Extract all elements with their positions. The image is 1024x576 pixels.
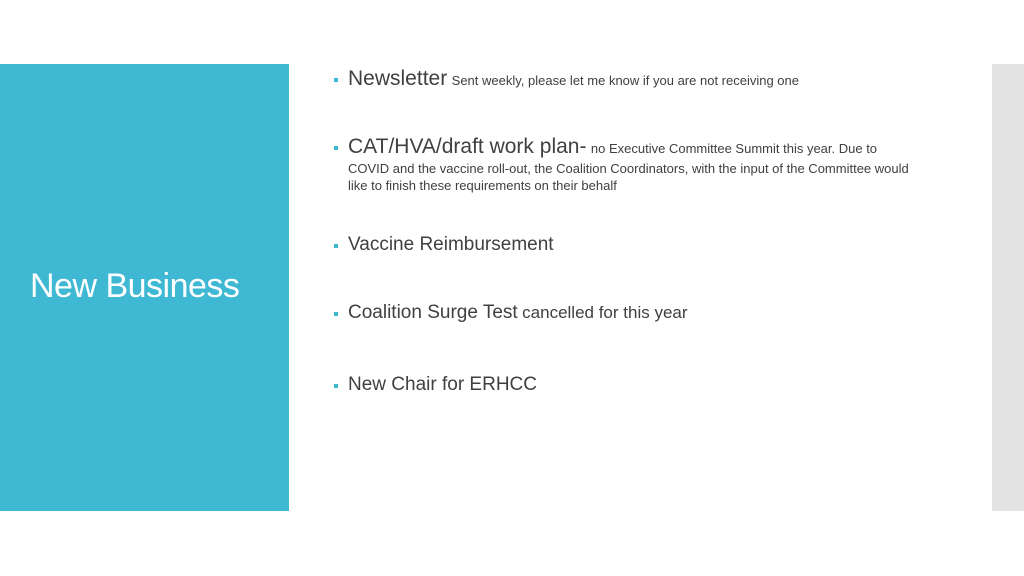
- bullet-heading: Coalition Surge Test: [348, 302, 518, 323]
- bullet-square-icon: [334, 244, 338, 248]
- bullet-detail: no Executive Committee Summit this year. Due to COVID and the vaccine roll-out, the Coalition Coordinators, with the input of the Committee would like to finish these requirements on their behalf: [348, 141, 909, 193]
- bullet-square-icon: [334, 312, 338, 316]
- bullet-text: [348, 300, 918, 327]
- bullet-detail: cancelled for this year: [522, 303, 688, 322]
- bullet-square-icon: [334, 78, 338, 82]
- slide-title: New Business: [30, 267, 240, 305]
- bullet-heading: Vaccine Reimbursement: [348, 234, 554, 255]
- bullet-square-icon: [334, 384, 338, 388]
- bullet-heading: New Chair for ERHCC: [348, 374, 537, 395]
- bullet-square-icon: [334, 146, 338, 150]
- bullet-text: [348, 134, 918, 194]
- right-decorative-bar: [992, 64, 1024, 511]
- bullet-text: [348, 232, 918, 259]
- bullet-text: [348, 66, 918, 94]
- bullet-text: [348, 372, 918, 399]
- bullet-detail: Sent weekly, please let me know if you are not receiving one: [451, 73, 799, 88]
- bullet-heading: CAT/HVA/draft work plan-: [348, 135, 587, 158]
- bullet-heading: Newsletter: [348, 67, 448, 90]
